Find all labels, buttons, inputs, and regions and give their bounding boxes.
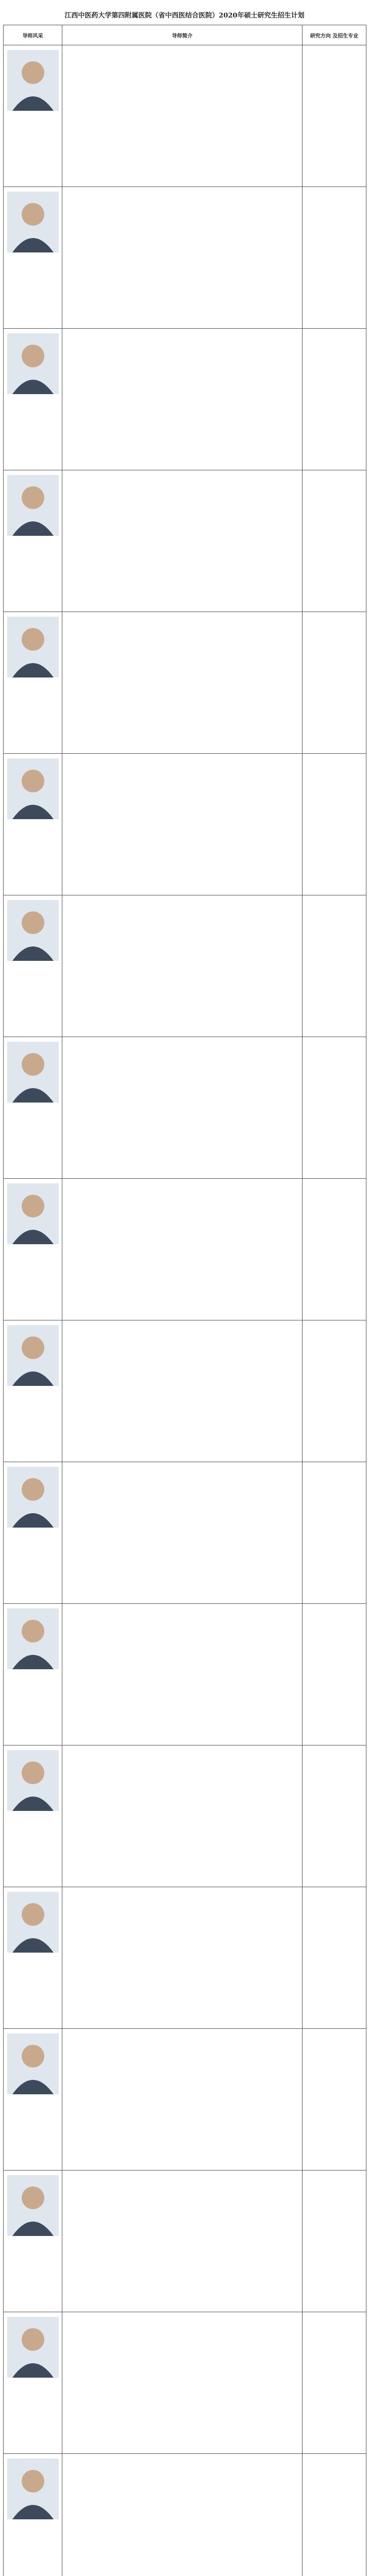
research-direction [303, 2454, 365, 2482]
research-direction [303, 1746, 365, 1774]
bio-cell [62, 895, 303, 1037]
bio-cell [62, 1037, 303, 1179]
table-row [4, 1462, 366, 1604]
supervisor-bio [63, 1463, 301, 1592]
header-photo: 导师风采 [4, 25, 62, 45]
supervisor-portrait [7, 1325, 59, 1386]
supervisor-portrait [7, 900, 59, 961]
supervisor-bio [63, 613, 301, 742]
direction-cell [303, 612, 366, 754]
supervisor-portrait [7, 1750, 59, 1811]
direction-cell [303, 754, 366, 895]
direction-cell [303, 2312, 366, 2454]
bio-cell [62, 187, 303, 329]
supervisor-bio [63, 2029, 301, 2159]
bio-cell [62, 612, 303, 754]
supervisor-bio [63, 1888, 301, 2018]
research-direction [303, 1888, 365, 1916]
direction-cell [303, 2454, 366, 2576]
table-row [4, 1179, 366, 1320]
direction-cell [303, 45, 366, 187]
direction-cell [303, 1320, 366, 1462]
table-row [4, 1604, 366, 1745]
table-row [4, 1745, 366, 1887]
supervisor-portrait [7, 475, 59, 536]
research-direction [303, 896, 365, 924]
bio-cell [62, 1887, 303, 2029]
supervisor-portrait [7, 1892, 59, 1953]
bio-cell [62, 2171, 303, 2312]
research-direction [303, 1604, 365, 1632]
photo-cell [4, 1604, 62, 1745]
photo-cell [4, 187, 62, 329]
bio-cell [62, 1745, 303, 1887]
supervisor-portrait [7, 2033, 59, 2094]
header-direction: 研究方向 及招生专业 [303, 25, 366, 45]
direction-cell [303, 1604, 366, 1745]
supervisor-portrait [7, 50, 59, 111]
table-row [4, 754, 366, 895]
supervisor-portrait [7, 1183, 59, 1244]
supervisor-portrait [7, 2175, 59, 2236]
research-direction [303, 1179, 365, 1207]
supervisor-bio [63, 754, 301, 884]
photo-cell [4, 1179, 62, 1320]
supervisor-bio [63, 1321, 301, 1451]
supervisor-bio [63, 46, 301, 176]
photo-cell [4, 1462, 62, 1604]
bio-cell [62, 45, 303, 187]
table-row [4, 45, 366, 187]
supervisor-bio [63, 1038, 301, 1167]
direction-cell [303, 895, 366, 1037]
supervisor-portrait [7, 1608, 59, 1669]
bio-cell [62, 2029, 303, 2171]
direction-cell [303, 1037, 366, 1179]
photo-cell [4, 612, 62, 754]
photo-cell [4, 895, 62, 1037]
table-row [4, 470, 366, 612]
supervisor-bio [63, 1604, 301, 1734]
bio-cell [62, 1604, 303, 1745]
supervisor-portrait [7, 333, 59, 394]
supervisor-portrait [7, 617, 59, 677]
research-direction [303, 1321, 365, 1349]
supervisor-bio [63, 1746, 301, 1876]
research-direction [303, 46, 365, 74]
bio-cell [62, 2454, 303, 2576]
table-row [4, 2454, 366, 2576]
supervisor-bio [63, 2171, 301, 2301]
table-row [4, 2171, 366, 2312]
research-direction [303, 329, 365, 357]
supervisor-bio [63, 188, 301, 317]
supervisor-portrait [7, 192, 59, 252]
photo-cell [4, 1887, 62, 2029]
direction-cell [303, 1179, 366, 1320]
research-direction [303, 1463, 365, 1490]
page-title: 江西中医药大学第四附属医院（省中西医结合医院）2020年硕士研究生招生计划 [64, 12, 305, 20]
bio-cell [62, 1462, 303, 1604]
supervisor-bio [63, 1179, 301, 1309]
photo-cell [4, 470, 62, 612]
direction-cell [303, 470, 366, 612]
supervisor-portrait [7, 2317, 59, 2378]
bio-cell [62, 329, 303, 470]
research-direction [303, 2171, 365, 2199]
research-direction [303, 613, 365, 640]
supervisor-table [3, 25, 366, 2576]
research-direction [303, 754, 365, 782]
direction-cell [303, 1745, 366, 1887]
research-direction [303, 471, 365, 499]
table-row [4, 1037, 366, 1179]
photo-cell [4, 754, 62, 895]
table-row [4, 1887, 366, 2029]
direction-cell [303, 1887, 366, 2029]
supervisor-bio [63, 471, 301, 601]
recruitment-plan-page [3, 0, 366, 2576]
photo-cell [4, 2029, 62, 2171]
photo-cell [4, 2312, 62, 2454]
table-header-row [4, 25, 366, 45]
table-row [4, 187, 366, 329]
table-row [4, 2312, 366, 2454]
photo-cell [4, 329, 62, 470]
table-row [4, 612, 366, 754]
bio-cell [62, 2312, 303, 2454]
bio-cell [62, 1320, 303, 1462]
supervisor-bio [63, 2454, 301, 2576]
photo-cell [4, 1037, 62, 1179]
bio-cell [62, 1179, 303, 1320]
research-direction [303, 188, 365, 215]
table-row [4, 1320, 366, 1462]
supervisor-bio [63, 896, 301, 1026]
bio-cell [62, 470, 303, 612]
table-row [4, 329, 366, 470]
research-direction [303, 2029, 365, 2057]
supervisor-rows [4, 45, 366, 2576]
direction-cell [303, 187, 366, 329]
photo-cell [4, 2454, 62, 2576]
supervisor-bio [63, 2313, 301, 2443]
direction-cell [303, 1462, 366, 1604]
bio-cell [62, 754, 303, 895]
supervisor-portrait [7, 758, 59, 819]
header-bio: 导师简介 [62, 25, 303, 45]
direction-cell [303, 2029, 366, 2171]
table-row [4, 895, 366, 1037]
direction-cell [303, 2171, 366, 2312]
research-direction [303, 2313, 365, 2341]
direction-cell [303, 329, 366, 470]
photo-cell [4, 2171, 62, 2312]
supervisor-portrait [7, 1467, 59, 1528]
table-row [4, 2029, 366, 2171]
supervisor-portrait [7, 2459, 59, 2519]
supervisor-portrait [7, 1042, 59, 1103]
photo-cell [4, 1320, 62, 1462]
photo-cell [4, 45, 62, 187]
research-direction [303, 1038, 365, 1065]
supervisor-bio [63, 329, 301, 459]
photo-cell [4, 1745, 62, 1887]
